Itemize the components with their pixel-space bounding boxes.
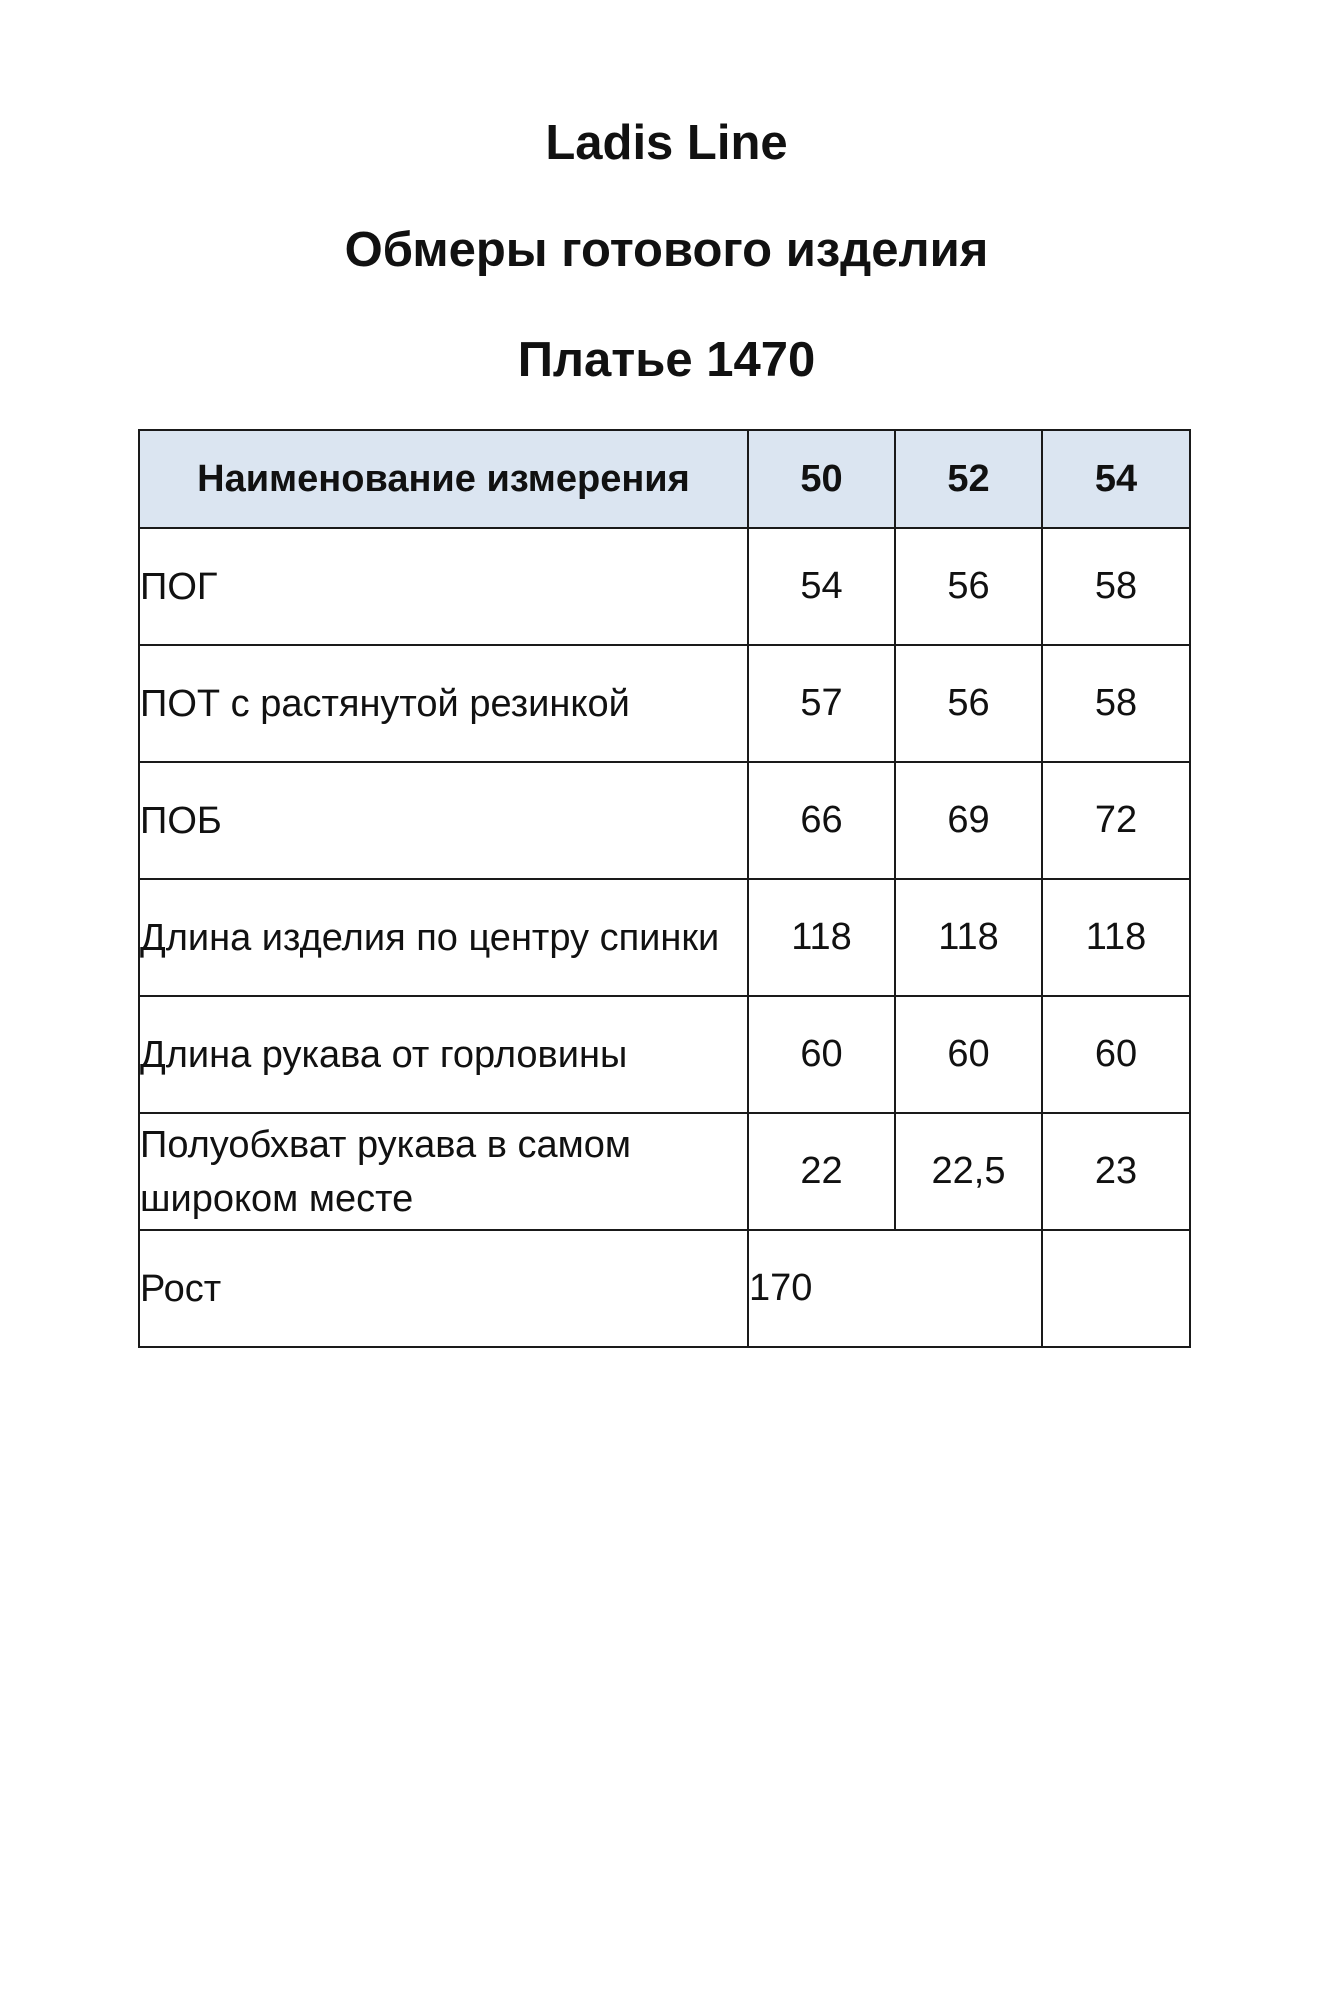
measurement-value: 69 — [895, 762, 1042, 879]
measurement-value: 22 — [748, 1113, 895, 1230]
item-title: Платье 1470 — [517, 333, 816, 387]
table-row — [139, 645, 1190, 762]
measurement-value: 23 — [1042, 1113, 1190, 1230]
measurement-name: ПОБ — [139, 762, 748, 879]
column-header-size-50: 50 — [748, 430, 895, 528]
measurement-value: 57 — [748, 645, 895, 762]
table-header-row — [139, 430, 1190, 528]
table-row-growth — [139, 1230, 1190, 1347]
measurement-value: 118 — [1042, 879, 1190, 996]
measurement-value: 56 — [895, 528, 1042, 645]
table-row — [139, 762, 1190, 879]
measurement-value: 60 — [895, 996, 1042, 1113]
growth-value: 170 — [748, 1230, 1042, 1347]
growth-label: Рост — [139, 1230, 748, 1347]
measurement-value: 118 — [748, 879, 895, 996]
document-title: Обмеры готового изделия — [344, 223, 989, 277]
measurement-name: Длина изделия по центру спинки — [139, 879, 748, 996]
table-row — [139, 996, 1190, 1113]
measurements-table — [138, 429, 1191, 1348]
measurement-value: 66 — [748, 762, 895, 879]
table-row — [139, 528, 1190, 645]
measurement-value: 60 — [748, 996, 895, 1113]
measurement-value: 58 — [1042, 528, 1190, 645]
measurement-value: 22,5 — [895, 1113, 1042, 1230]
measurement-value: 56 — [895, 645, 1042, 762]
measurement-name: ПОГ — [139, 528, 748, 645]
measurement-name: Полуобхват рукава в самом широком месте — [139, 1113, 748, 1230]
column-header-size-54: 54 — [1042, 430, 1190, 528]
measurement-value: 60 — [1042, 996, 1190, 1113]
column-header-size-52: 52 — [895, 430, 1042, 528]
brand-title: Ladis Line — [545, 116, 788, 170]
measurement-name: ПОТ с растянутой резинкой — [139, 645, 748, 762]
table-row — [139, 1113, 1190, 1230]
measurement-value: 118 — [895, 879, 1042, 996]
measurement-value: 58 — [1042, 645, 1190, 762]
column-header-name: Наименование измерения — [139, 430, 748, 528]
measurement-value: 54 — [748, 528, 895, 645]
table-row — [139, 879, 1190, 996]
measurement-value: 72 — [1042, 762, 1190, 879]
empty-cell — [1042, 1230, 1190, 1347]
measurement-name: Длина рукава от горловины — [139, 996, 748, 1113]
